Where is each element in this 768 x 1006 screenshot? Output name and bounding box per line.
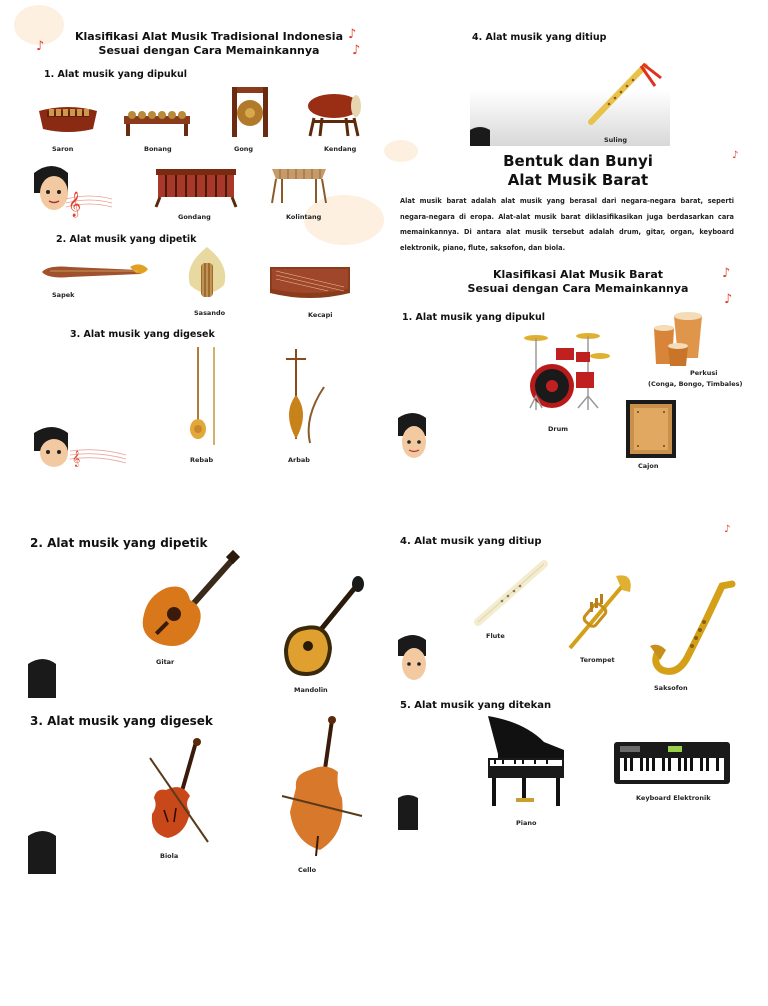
section-heading-dipetik: 2. Alat musik yang dipetik [56, 234, 197, 245]
caption-flute: Flute [486, 632, 505, 640]
intro-paragraph: Alat musik barat adalah alat musik yang berasal dari negara-negara barat, seperti negara-negara di eropa. Alat-alat musik barat diklasifikasikan juga berdasarkan cara memainkannya. Di antara alat musik tersebut adalah drum, gitar, organ, keyboard elektronik, piano, flute, saksofon, dan biola. [400, 197, 734, 252]
klasifikasi-barat-title [438, 268, 718, 296]
saksofon-image [648, 580, 738, 678]
section-heading-digesek: 3. Alat musik yang digesek [30, 714, 213, 728]
caption-sapek: Sapek [52, 291, 75, 299]
panel-barat-petik-gesek [28, 530, 372, 874]
cello-image [280, 716, 364, 858]
caption-arbab: Arbab [288, 456, 310, 464]
caption-keyboard-elektronik: Keyboard Elektronik [636, 794, 711, 802]
title-line-1: Bentuk dan Bunyi [503, 152, 653, 170]
music-note-icon: ♪ [724, 524, 731, 535]
title-line-2: Sesuai dengan Cara Memainkannya [467, 281, 689, 295]
caption-suling: Suling [604, 136, 628, 144]
gong-image [230, 85, 270, 137]
intro-title [438, 152, 718, 190]
caption-gitar: Gitar [156, 658, 175, 666]
caption-kolintang: Kolintang [286, 213, 322, 221]
caption-cello: Cello [298, 866, 317, 874]
kecapi-image [268, 263, 352, 303]
caption-bonang: Bonang [144, 145, 172, 153]
svg-text:𝄞: 𝄞 [72, 451, 81, 467]
perkusi-image [650, 310, 706, 368]
caption-sasando: Sasando [194, 309, 226, 317]
caption-perkusi-detail: (Conga, Bongo, Timbales) [648, 380, 743, 388]
corner-decoration [384, 140, 418, 162]
caption-mandolin: Mandolin [294, 686, 328, 694]
mandolin-image [284, 578, 364, 678]
music-note-icon: ♪ [348, 27, 357, 42]
panel-title [64, 30, 354, 58]
caption-piano: Piano [516, 819, 537, 827]
title-line-2: Sesuai dengan Cara Memainkannya [98, 43, 320, 57]
staff-decoration [68, 445, 128, 465]
biola-image [146, 738, 216, 848]
sasando-image [184, 245, 230, 301]
caption-cajon: Cajon [638, 462, 659, 470]
caption-saksofon: Saksofon [654, 684, 688, 692]
avatar-illustration [28, 658, 58, 698]
caption-saron: Saron [52, 145, 74, 153]
music-note-icon: ♪ [36, 39, 45, 54]
panel-tradisional [34, 25, 364, 465]
sapek-image [40, 263, 150, 281]
avatar-illustration [398, 634, 428, 690]
kolintang-image [268, 163, 330, 203]
avatar-illustration [470, 126, 492, 146]
caption-rebab: Rebab [190, 456, 214, 464]
caption-gondang: Gondang [178, 213, 211, 221]
section-heading-dipetik: 2. Alat musik yang dipetik [30, 536, 208, 550]
avatar-illustration [398, 412, 428, 470]
arbab-image [274, 347, 330, 447]
panel-barat-tiup-tekan [398, 524, 740, 830]
keyboard-elektronik-image [612, 740, 732, 786]
caption-drum: Drum [548, 425, 569, 433]
avatar-illustration [34, 425, 70, 465]
kendang-image [306, 90, 362, 136]
treble-clef-decoration [64, 185, 114, 215]
caption-biola: Biola [160, 852, 179, 860]
caption-terompet: Terompet [580, 656, 615, 664]
section-heading-ditiup: 4. Alat musik yang ditiup [472, 32, 607, 43]
piano-image [484, 714, 568, 810]
suling-image [585, 56, 665, 128]
avatar-illustration [28, 830, 58, 874]
title-line-1: Klasifikasi Alat Musik Barat [492, 268, 664, 281]
saron-image [37, 103, 99, 133]
bonang-image [122, 108, 192, 136]
music-note-icon: ♪ [722, 266, 731, 281]
section-heading-ditekan: 5. Alat musik yang ditekan [400, 700, 552, 711]
svg-text:𝄞: 𝄞 [68, 192, 82, 217]
gitar-image [136, 552, 240, 652]
caption-perkusi: Perkusi [690, 369, 718, 377]
cajon-image [626, 400, 676, 458]
rebab-image [184, 345, 224, 449]
caption-kendang: Kendang [324, 145, 357, 153]
drum-image [516, 330, 616, 416]
avatar-illustration [398, 794, 420, 830]
panel-intro-barat [398, 150, 738, 262]
terompet-image [564, 572, 634, 654]
caption-kecapi: Kecapi [308, 311, 333, 319]
title-line-1: Klasifikasi Alat Musik Tradisional Indonesia [74, 30, 343, 43]
music-note-icon: ♪ [732, 150, 739, 161]
title-line-2: Alat Musik Barat [507, 170, 649, 189]
panel-barat-dipukul [398, 262, 743, 474]
music-note-icon: ♪ [352, 43, 361, 58]
section-heading-ditiup: 4. Alat musik yang ditiup [400, 536, 542, 547]
section-heading-dipukul: 1. Alat musik yang dipukul [44, 69, 188, 80]
gondang-image [154, 165, 238, 207]
caption-gong: Gong [234, 145, 254, 153]
section-heading-dipukul: 1. Alat musik yang dipukul [402, 312, 546, 323]
section-heading-digesek: 3. Alat musik yang digesek [70, 329, 215, 340]
flute-image [472, 558, 552, 628]
music-note-icon: ♪ [724, 292, 733, 307]
panel-ditiup-tradisional [470, 28, 670, 146]
